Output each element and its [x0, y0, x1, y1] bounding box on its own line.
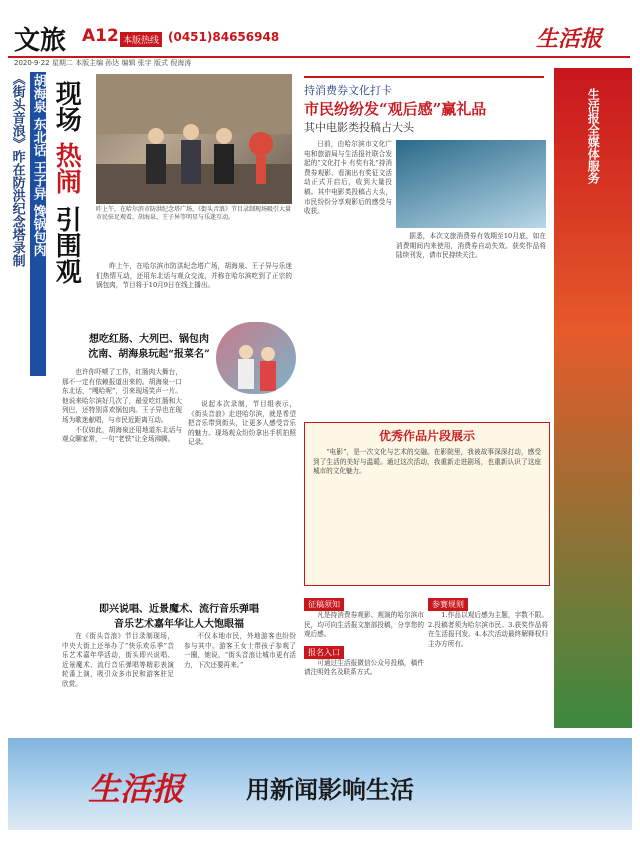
- right-subtitle: 其中电影类投稿占大头: [304, 121, 414, 134]
- newspaper-logo: 生活报: [536, 26, 603, 52]
- notice-col-1: [304, 592, 424, 678]
- hotline-phone: (0451)84656948: [168, 30, 280, 44]
- body-paragraph-3: 不仅如此，胡海泉还用地道东北话与观众聊家常，一句“老铁”让全场沸腾。: [62, 425, 182, 444]
- footer-banner[interactable]: [8, 738, 632, 830]
- sub-headline-1: [84, 330, 214, 360]
- main-photo: [96, 74, 292, 204]
- dateline: 2020·9·22 星期二 本版主编 孙达 编辑 张宇 版式 倪海涛: [14, 59, 192, 67]
- headline-part-1: 现场: [51, 80, 82, 132]
- sub-headline-2: [62, 600, 296, 630]
- body-column-3: [62, 632, 174, 690]
- notice-body-2: 可通过生活报微信公众号投稿，稿件请注明姓名及联系方式。: [304, 658, 424, 677]
- body-column-4: [184, 632, 296, 670]
- headline-part-2: 热闹: [51, 142, 82, 194]
- promo-title: 优秀作品片段展示: [378, 429, 475, 443]
- notice-title-3: 参赛规则: [428, 598, 468, 611]
- body-paragraph-2: 说起本次录制，节目组表示，《街头音浪》走进哈尔滨，就是希望把音乐带到街头，让更多人感受音乐的魅力。现场观众纷纷拿出手机拍照记录。: [188, 400, 296, 447]
- body-paragraph-1: 也许你吓唬了工作，红肠肉大舞台，那不一定有依赖报道出来的。胡海泉一口东北话，“嘎哈呢”，引来现场笑声一片。他说来哈尔滨好几次了，最爱吃红肠和大列巴，还特别喜欢锅包肉。王子异也在现场为歌迷献唱，与市民近距离互动。: [62, 368, 182, 424]
- body-column-1: [62, 368, 182, 445]
- footer-slogan: 用新闻影响生活: [246, 776, 414, 804]
- story-kicker: 《街头音浪》昨在防洪纪念塔录制: [9, 72, 25, 267]
- right-story-header: [304, 76, 544, 135]
- notice-body-3: 1.作品以观后感为主题，字数不限。2.投稿者须为哈尔滨市民。3.获奖作品将在生活报刊发。4.本次活动最终解释权归主办方所有。: [428, 611, 548, 648]
- masthead: [8, 20, 630, 58]
- sub-head-line-1: 想吃红肠、大列巴、锅包肉: [89, 334, 209, 345]
- body-paragraph-4: 在《街头音浪》节目录制现场，中央大街上还举办了“快乐欢乐季”音乐艺术嘉年华活动，街头即兴说唱、近景魔术、流行音乐弹唱等精彩表演轮番上演，吸引众多市民和游客驻足欣赏。: [62, 632, 174, 688]
- inset-photo: [216, 322, 296, 394]
- notice-title-1: 征稿须知: [304, 598, 344, 611]
- footer-logo: 生活报: [88, 770, 185, 808]
- promo-box: [304, 422, 550, 586]
- section-title: 文旅: [14, 26, 67, 56]
- notice-body-1: 凡是持消费券观影、观演的哈尔滨市民，均可向生活报文旅部投稿，分享您的观后感。: [304, 611, 424, 639]
- hotline-label: 本版热线: [120, 32, 162, 47]
- right-body-text: 日前，由哈尔滨市文化广电和旅游局与生活报社联合发起的“文化打卡 有奖有礼”持消费券观影、看演出有奖征文活动正式开启后，收到大量投稿。其中电影类投稿占大头，市民纷纷分享观影后的感受与收获。: [304, 140, 392, 216]
- promo-body: “电影”，是一次文化与艺术的交融。在影院里，我被故事深深打动，感受到了生活的美好与温暖。通过这次活动，我重新走进剧场，也重新认识了这座城市的文化魅力。: [313, 448, 541, 476]
- lede-text: 昨上午，在哈尔滨市防洪纪念塔广场，胡海泉、王子异与乐迷们热情互动，还用东北话与观众交流，并称在哈尔滨吃到了正宗的锅包肉，节目将于10月9日在线上播出。: [96, 262, 292, 290]
- body-column-2: [188, 400, 296, 448]
- right-headline: 市民纷纷发“观后感”赢礼品: [304, 100, 487, 118]
- body-paragraph-5: 不仅本地市民，外地游客也纷纷参与其中。游客王女士带孩子参观了一圈，她说，“街头音浪让城市更有活力，下次还要再来。”: [184, 632, 296, 669]
- story-lede: [96, 262, 292, 291]
- page-number: A12: [82, 26, 119, 46]
- right-photo: [396, 140, 546, 228]
- sidebar-ad[interactable]: [554, 68, 632, 728]
- headline-part-3: 引围观: [51, 206, 82, 284]
- sub-head-line-2: 沈南、胡海泉玩起“报菜名”: [88, 349, 210, 360]
- notice-title-2: 报名入口: [304, 646, 344, 659]
- right-kicker: 持消费券文化打卡: [304, 84, 392, 97]
- sub-head-line-4: 音乐艺术嘉年华让人大饱眼福: [114, 619, 244, 630]
- right-body-col-1: [304, 140, 392, 217]
- photo-caption: 昨上午，在哈尔滨市防洪纪念塔广场，《街头音浪》节目录制现场吸引大量市民驻足观看，胡海泉、王子异等明星与乐迷互动。: [96, 206, 292, 222]
- sub-head-line-3: 即兴说唱、近景魔术、流行音乐弹唱: [99, 604, 259, 615]
- notice-col-2: [428, 592, 548, 649]
- sidebar-ad-text: 生活报全媒体服务: [586, 88, 601, 184]
- story-subtitle: 胡海泉 东北话 王子异 馋锅包肉: [30, 72, 46, 376]
- right-body-col-2: [396, 232, 546, 261]
- right-body-text-2: 据悉，本次文旅消费券有效期至10月底，如在消费期间内来使用，消费券自动失效。获奖作品将陆续刊发，请市民持续关注。: [396, 232, 546, 260]
